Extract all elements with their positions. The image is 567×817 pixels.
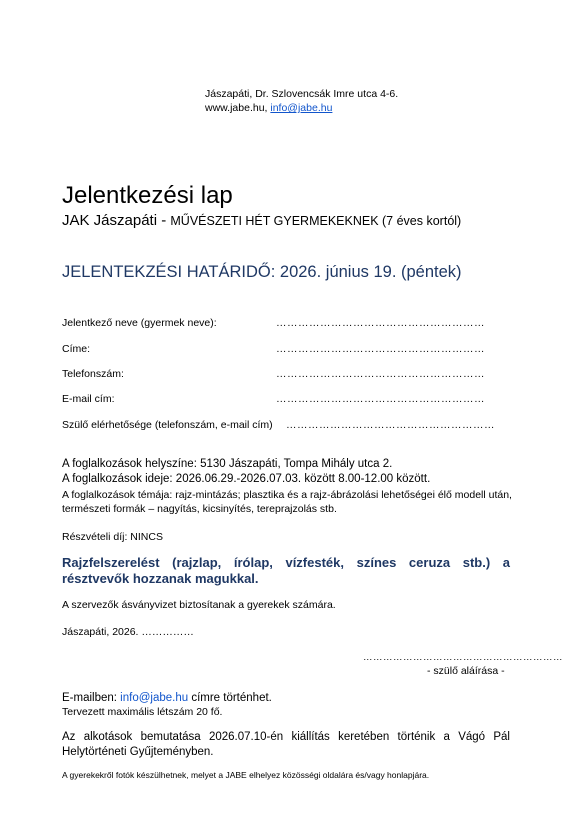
supplies-line1: Rajzfelszerelést (rajzlap, írólap, vízfesték, színes ceruza stb.) a (62, 555, 510, 570)
exhibition-line2: Helytörténeti Gyűjteményben. (62, 746, 214, 758)
field-label-email: E-mail cím: (62, 393, 115, 405)
page-subtitle (62, 212, 461, 229)
info-dates: A foglalkozások ideje: 2026.06.29.-2026.07.03. között 8.00-12.00 között. (62, 473, 431, 485)
page-title: Jelentkezési lap (62, 182, 233, 209)
supplies-line2: résztvevők hozzanak magukkal. (62, 571, 259, 586)
signature-label: - szülő aláírása - (427, 665, 505, 677)
email-submit-suffix: címre történhet. (188, 692, 272, 704)
subtitle-age: (7 éves kortól) (378, 214, 462, 228)
field-label-address: Címe: (62, 343, 91, 355)
subtitle-event: MŰVÉSZETI HÉT GYERMEKEKNEK (170, 214, 379, 228)
website-text: www.jabe.hu, (205, 102, 271, 114)
photo-note: A gyerekekről fotók készülhetnek, melyet a JABE elhelyez közösségi oldalára és/vagy honlapjára. (62, 770, 430, 780)
info-location: A foglalkozások helyszíne: 5130 Jászapáti, Tompa Mihály utca 2. (62, 458, 393, 470)
email-submit (62, 692, 272, 704)
info-topic-line1: A foglalkozások témája: rajz-mintázás; plasztika és a rajz-ábrázolási lehetőségei élő modell után, (62, 489, 512, 501)
field-blank-address[interactable]: ………………………………………………… (276, 343, 485, 355)
max-participants: Tervezett maximális létszám 20 fő. (62, 706, 223, 718)
fee-text: Részvételi díj: NINCS (62, 531, 163, 543)
field-blank-parent-contact[interactable]: ………………………………………………… (286, 419, 495, 431)
subtitle-org: JAK Jászapáti - (62, 212, 171, 229)
info-topic-line2: természeti formák – nagyítás, kicsinyítés, tereprajzolás stb. (62, 503, 337, 515)
water-note: A szervezők ásványvizet biztosítanak a gyerekek számára. (62, 599, 336, 611)
email-submit-link[interactable]: info@jabe.hu (120, 692, 189, 704)
field-blank-name[interactable]: ………………………………………………… (276, 317, 485, 329)
field-label-phone: Telefonszám: (62, 368, 124, 380)
signature-line[interactable]: …………………………………………………… (363, 652, 563, 663)
deadline-heading: JELENTEKZÉSI HATÁRIDŐ: 2026. június 19. (péntek) (62, 263, 462, 281)
email-submit-prefix: E-mailben: (62, 692, 121, 704)
field-blank-email[interactable]: ………………………………………………… (276, 393, 485, 405)
header-contact (205, 102, 332, 114)
header-email-link[interactable]: info@jabe.hu (270, 102, 333, 114)
field-label-name: Jelentkező neve (gyermek neve): (62, 317, 217, 329)
field-label-parent-contact: Szülő elérhetősége (telefonszám, e-mail cím) (62, 419, 273, 431)
header-address: Jászapáti, Dr. Szlovencsák Imre utca 4-6. (205, 88, 399, 100)
exhibition-line1: Az alkotások bemutatása 2026.07.10-én kiállítás keretében történik a Vágó Pál (62, 731, 510, 743)
field-blank-phone[interactable]: ………………………………………………… (276, 368, 485, 380)
place-date: Jászapáti, 2026. …………… (62, 626, 194, 638)
